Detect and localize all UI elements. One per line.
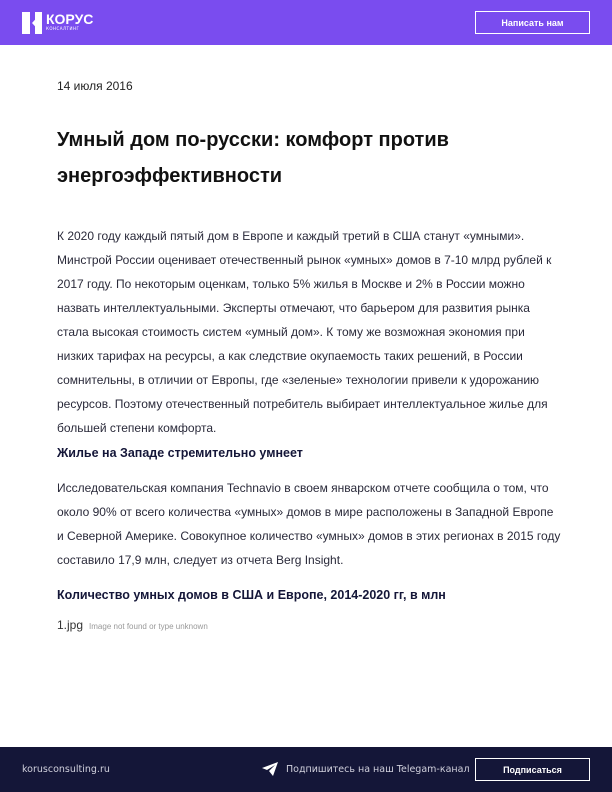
page-title: Умный дом по-русски: комфорт против энергоэффективности: [57, 129, 449, 187]
paragraph-1: К 2020 году каждый пятый дом в Европе и каждый третий в США станут «умными». Минстрой России оценивает отечественный рынок «умных» домов в 7-10 млрд рублей к 2017 году. По некоторым оценкам, только 5% жилья в Москве и 2% в России можно назвать интеллектуальными. Эксперты отмечают, что барьером для развития рынка стала высокая стоимость систем «умный дом». К тому же возможная экономия при низких тарифах на ресурсы, а как следствие окупаемость таких решений, в России сомнительны, в отличии от Европы, где «зеленые» технологии привели к удорожанию ресурсов. Поэтому отечественный потребитель выбирает интеллектуальное жилье для большей степени комфорта.: [57, 229, 552, 435]
footer: [0, 747, 612, 792]
telegram-icon: [262, 762, 278, 776]
image-alt-text: Image not found or type unknown: [89, 622, 208, 631]
broken-image: [57, 618, 562, 632]
contact-button[interactable]: Написать нам: [475, 11, 590, 34]
article-date: 14 июля 2016: [57, 79, 133, 93]
subheading-1: Жилье на Западе стремительно умнеет: [57, 446, 303, 460]
subscribe-button[interactable]: Подписаться: [475, 758, 590, 781]
logo[interactable]: [22, 12, 93, 34]
paragraph-2: Исследовательская компания Technavio в своем январском отчете сообщила о том, что около 90% от всего количества «умных» домов в мире расположены в Западной Европе и Северной Америке. Совокупное количество «умных» домов в этих регионах в 2015 году составило 17,9 млн, следует из отчета Berg Insight.: [57, 481, 561, 567]
telegram-text: Подпишитесь на наш Telegam-канал: [286, 763, 470, 775]
telegram-link[interactable]: [262, 762, 470, 776]
logo-mark-icon: [22, 12, 42, 34]
header: [0, 0, 612, 45]
article: [57, 78, 562, 632]
logo-subtext: КОНСАЛТИНГ: [46, 26, 80, 31]
image-filename: 1.jpg: [57, 618, 84, 632]
site-link[interactable]: korusconsulting.ru: [22, 764, 110, 775]
subheading-2: Количество умных домов в США и Европе, 2014-2020 гг, в млн: [57, 588, 446, 602]
logo-text: КОРУС: [46, 11, 94, 27]
